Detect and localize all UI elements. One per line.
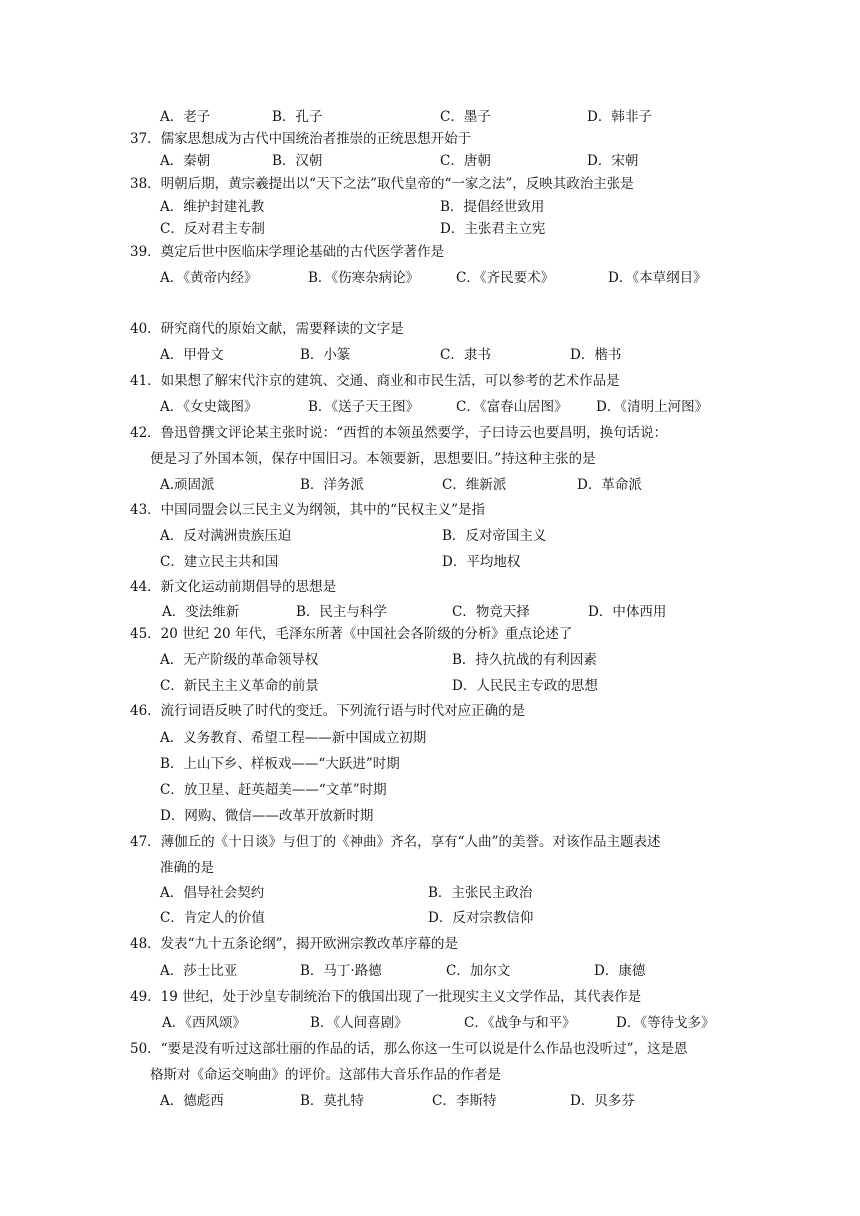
q39-option-b: B．《伤寒杂病论》 [308,270,420,286]
q45-stem: 45．20 世纪 20 年代，毛泽东所著《中国社会各阶级的分析》重点论述了 [130,626,573,642]
q38-option-c: C．反对君主专制 [160,221,265,237]
q44-stem: 44．新文化运动前期倡导的思想是 [130,579,337,595]
q36-option-d: D．韩非子 [587,109,652,125]
q43-option-c: C．建立民主共和国 [160,554,279,570]
q46-option-a: A．义务教育、希望工程——新中国成立初期 [160,730,427,746]
q42-stem-line2: 便是习了外国本领，保存中国旧习。本领要新，思想要旧。”持这种主张的是 [150,451,596,467]
q37-option-c: C．唐朝 [440,153,491,169]
q46-option-d: D．网购、微信——改革开放新时期 [160,808,374,824]
q38-option-d: D．主张君主立宪 [440,221,546,237]
q40-option-b: B．小篆 [300,347,351,363]
q47-option-d: D．反对宗教信仰 [428,910,534,926]
q41-option-a: A．《女史箴图》 [160,399,258,415]
q42-option-b: B．洋务派 [300,477,364,493]
q50-stem-line2: 格斯对《命运交响曲》的评价。这部伟大音乐作品的作者是 [150,1067,501,1083]
q48-option-a: A．莎士比亚 [160,963,238,979]
q45-option-d: D．人民民主专政的思想 [452,678,598,694]
q46-option-b: B．上山下乡、样板戏——“大跃进”时期 [160,756,400,772]
q50-option-b: B．莫扎特 [300,1093,364,1109]
q36-option-a: A．老子 [160,109,211,125]
q37-option-a: A．秦朝 [160,153,211,169]
q45-option-a: A．无产阶级的革命领导权 [160,652,319,668]
q36-option-c: C．墨子 [440,109,491,125]
q48-stem: 48．发表“九十五条论纲”，揭开欧洲宗教改革序幕的是 [130,936,458,952]
q43-option-a: A．反对满洲贵族压迫 [160,528,292,544]
q39-option-c: C．《齐民要术》 [456,270,555,286]
q37-stem: 37．儒家思想成为古代中国统治者推崇的正统思想开始于 [130,131,472,147]
q44-option-a: A．变法维新 [162,604,240,620]
q45-option-b: B．持久抗战的有利因素 [452,652,597,668]
q37-option-b: B．汉朝 [272,153,323,169]
q50-option-d: D．贝多芬 [570,1093,635,1109]
q44-option-c: C．物竞天择 [452,604,530,620]
q47-option-b: B．主张民主政治 [428,885,533,901]
q43-option-b: B．反对帝国主义 [442,528,547,544]
q42-stem-line1: 42．鲁迅曾撰文评论某主张时说：“西哲的本领虽然要学，子曰诗云也要昌明，换句话说： [130,425,668,441]
q41-option-b: B．《送子天王图》 [308,399,420,415]
q47-option-a: A．倡导社会契约 [160,885,265,901]
q50-option-c: C．李斯特 [432,1093,497,1109]
q38-stem: 38．明朝后期，黄宗羲提出以“天下之法”取代皇帝的“一家之法”，反映其政治主张是 [130,176,634,192]
q49-option-d: D．《等待戈多》 [616,1015,715,1031]
q43-stem: 43．中国同盟会以三民主义为纲领，其中的“民权主义”是指 [130,502,485,518]
q46-stem: 46．流行词语反映了时代的变迁。下列流行语与时代对应正确的是 [130,703,526,719]
q44-option-d: D．中体西用 [588,604,667,620]
q36-option-b: B．孔子 [272,109,323,125]
q42-option-d: D．革命派 [577,477,642,493]
q49-stem: 49．19 世纪，处于沙皇专制统治下的俄国出现了一批现实主义文学作品，其代表作是 [130,989,642,1005]
q41-option-d: D．《清明上河图》 [596,399,709,415]
q45-option-c: C．新民主主义革命的前景 [160,678,319,694]
q48-option-b: B．马丁·路德 [300,963,382,979]
q40-option-c: C．隶书 [440,347,491,363]
q40-stem: 40．研究商代的原始文献，需要释读的文字是 [130,321,404,337]
q48-option-d: D．康德 [594,963,646,979]
q39-option-a: A．《黄帝内经》 [160,270,258,286]
q50-option-a: A．德彪西 [160,1093,224,1109]
q42-option-a: A.顽固派 [160,477,215,493]
q49-option-b: B．《人间喜剧》 [310,1015,408,1031]
q47-stem-line1: 47．薄伽丘的《十日谈》与但丁的《神曲》齐名，享有“人曲”的美誉。对该作品主题表述 [130,834,661,850]
q37-option-d: D．宋朝 [587,153,639,169]
q49-option-a: A．《西风颂》 [162,1015,246,1031]
q39-option-d: D．《本草纲目》 [608,270,707,286]
q50-stem-line1: 50．“要是没有听过这部壮丽的作品的话，那么你这一生可以说是什么作品也没听过”，这是恩 [130,1041,688,1057]
q39-stem: 39．奠定后世中医临床学理论基础的古代医学著作是 [130,244,445,260]
q38-option-b: B．提倡经世致用 [440,199,545,215]
q47-stem-line2: 准确的是 [160,860,214,876]
q46-option-c: C．放卫星、赶英超美——“文革”时期 [160,782,387,798]
q41-stem: 41．如果想了解宋代汴京的建筑、交通、商业和市民生活，可以参考的艺术作品是 [130,373,620,389]
q40-option-a: A．甲骨文 [160,347,224,363]
q42-option-c: C．维新派 [442,477,507,493]
q49-option-c: C．《战争与和平》 [464,1015,576,1031]
q44-option-b: B．民主与科学 [296,604,387,620]
q40-option-d: D．楷书 [570,347,622,363]
q41-option-c: C．《富春山居图》 [456,399,568,415]
q43-option-d: D．平均地权 [442,554,521,570]
q47-option-c: C．肯定人的价值 [160,910,265,926]
q38-option-a: A．维护封建礼教 [160,199,265,215]
q48-option-c: C．加尔文 [446,963,511,979]
